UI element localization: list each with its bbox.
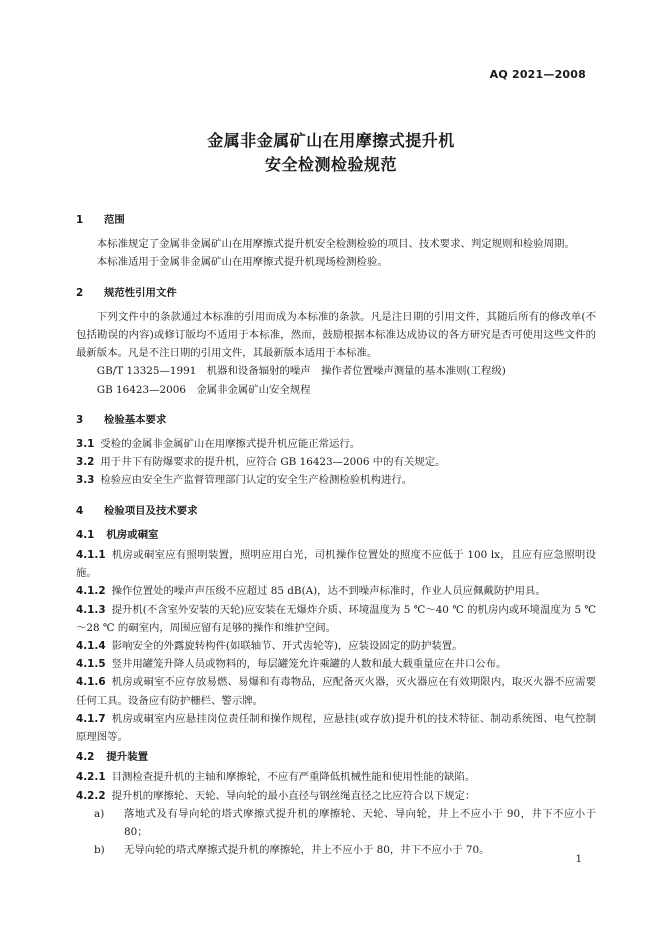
section-number: 2: [76, 286, 84, 299]
paragraph: 下列文件中的条款通过本标准的引用而成为本标准的条款。凡是注日期的引用文件，其随后所有的修改单(不包括勘误的内容)或修订版均不适用于本标准，然而，鼓励根据本标准达成协议的各方研究是否可使用这些文件的最新版本。凡是不注日期的引用文件，其最新版本适用于本标准。: [76, 310, 596, 360]
clause-text: 检验应由安全生产监督管理部门认定的安全生产检测检验机构进行。: [100, 474, 413, 487]
clause-text: 目测检查提升机的主轴和摩擦轮，不应有严重降低机械性能和使用性能的缺陷。: [111, 771, 476, 784]
clause-text: 用于井下有防爆要求的提升机，应符合 GB 16423—2006 中的有关规定。: [100, 456, 446, 469]
section-number: 1: [76, 214, 84, 226]
clause: [76, 546, 596, 582]
document-title-line2: 安全检测检验规范: [264, 155, 397, 174]
list-label: b): [94, 844, 105, 857]
clause-text: 竖井用罐笼升降人员或物料的，每层罐笼允许乘罐的人数和最大载重量应在井口公布。: [111, 658, 507, 671]
list-item: [76, 805, 596, 841]
document-body: [76, 205, 596, 860]
reference-item: GB 16423—2006 金属非金属矿山安全规程: [96, 383, 311, 396]
list-text: 无导向轮的塔式摩擦式提升机的摩擦轮，井上不应小于 80，井下不应小于 70。: [124, 844, 490, 857]
clause: [76, 435, 596, 453]
list-item: [76, 841, 596, 859]
section-title: 检验基本要求: [104, 413, 167, 426]
section-number: 3: [76, 413, 84, 426]
clause: [76, 637, 596, 655]
clause-text: 提升机(不含室外安装的天轮)应安装在无爆炸介质、环境温度为 5 ℃～40 ℃ 的机房内或环境温度为 5 ℃～28 ℃ 的硐室内，周围应留有足够的操作和维护空间。: [76, 603, 596, 634]
clause: [76, 673, 596, 709]
clause-text: 机房或硐室应有照明装置，照明应用白光，司机操作位置处的照度不应低于 100 lx，且应有应急照明设施。: [76, 549, 596, 580]
clause: [76, 787, 596, 805]
section-2-heading: [76, 284, 596, 302]
clause: [76, 768, 596, 786]
clause-number: 4.1.6: [76, 676, 106, 689]
clause-text: 影响安全的外露旋转构件(如联轴节、开式齿轮等)，应装设固定的防护装置。: [111, 640, 463, 653]
subsection-title: 机房或硐室: [106, 528, 159, 541]
list-label: a): [94, 807, 105, 820]
clause-number: 4.1.2: [76, 585, 106, 598]
clause-number: 4.1.5: [76, 658, 106, 671]
clause-text: 机房或硐室不应存放易燃、易爆和有毒物品，应配备灭火器，灭火器应在有效期限内，取灭火器不应需要任何工具。设备应有防护栅栏、警示牌。: [76, 676, 596, 707]
subsection-title: 提升装置: [106, 751, 148, 764]
paragraph: 本标准规定了金属非金属矿山在用摩擦式提升机安全检测检验的项目、技术要求、判定规则和检验周期。: [96, 238, 575, 251]
clause-text: 操作位置处的噪声声压级不应超过 85 dB(A)，达不到噪声标准时，作业人员应佩戴防护用具。: [111, 585, 546, 598]
paragraph: 本标准适用于金属非金属矿山在用摩擦式提升机现场检测检验。: [96, 256, 388, 269]
clause-text: 受检的金属非金属矿山在用摩擦式提升机应能正常运行。: [100, 438, 361, 451]
clause-text: 机房或硐室内应悬挂岗位责任制和操作规程，应悬挂(或存放)提升机的技术特征、制动系统图、电气控制原理图等。: [76, 712, 596, 744]
clause: [76, 453, 596, 471]
section-title: 规范性引用文件: [104, 286, 177, 299]
section-title: 范围: [104, 214, 125, 226]
list-text: 落地式及有导向轮的塔式摩擦式提升机的摩擦轮、天轮、导向轮，井上不应小于 90，井下不应小于 80；: [124, 807, 596, 839]
clause: [76, 582, 596, 600]
clause-number: 4.1.7: [76, 712, 106, 725]
clause: [76, 710, 596, 746]
section-number: 4: [76, 504, 84, 517]
page-number: 1: [575, 854, 582, 865]
clause: [76, 471, 596, 489]
clause-number: 4.1.1: [76, 549, 106, 562]
standard-code: AQ 2021—2008: [489, 68, 586, 81]
clause-number: 4.1.3: [76, 603, 106, 616]
subsection-4-1-heading: [76, 526, 596, 544]
clause-number: 4.2.1: [76, 771, 106, 784]
clause: [76, 601, 596, 637]
section-4-heading: [76, 502, 596, 520]
reference-item: GB/T 13325—1991 机器和设备辐射的噪声 操作者位置噪声测量的基本准则(工程级): [96, 365, 506, 378]
section-3-heading: [76, 411, 596, 429]
section-1-heading: [76, 211, 596, 229]
subsection-number: 4.2: [76, 751, 95, 764]
clause: [76, 655, 596, 673]
clause-number: 3.1: [76, 438, 95, 451]
clause-number: 4.2.2: [76, 789, 106, 802]
subsection-4-2-heading: [76, 748, 596, 766]
clause-number: 3.3: [76, 474, 95, 487]
clause-number: 4.1.4: [76, 640, 106, 653]
document-title-line1: 金属非金属矿山在用摩擦式提升机: [207, 131, 455, 150]
clause-text: 提升机的摩擦轮、天轮、导向轮的最小直径与钢丝绳直径之比应符合以下规定：: [111, 789, 476, 802]
clause-number: 3.2: [76, 456, 95, 469]
section-title: 检验项目及技术要求: [104, 504, 198, 517]
subsection-number: 4.1: [76, 528, 95, 541]
